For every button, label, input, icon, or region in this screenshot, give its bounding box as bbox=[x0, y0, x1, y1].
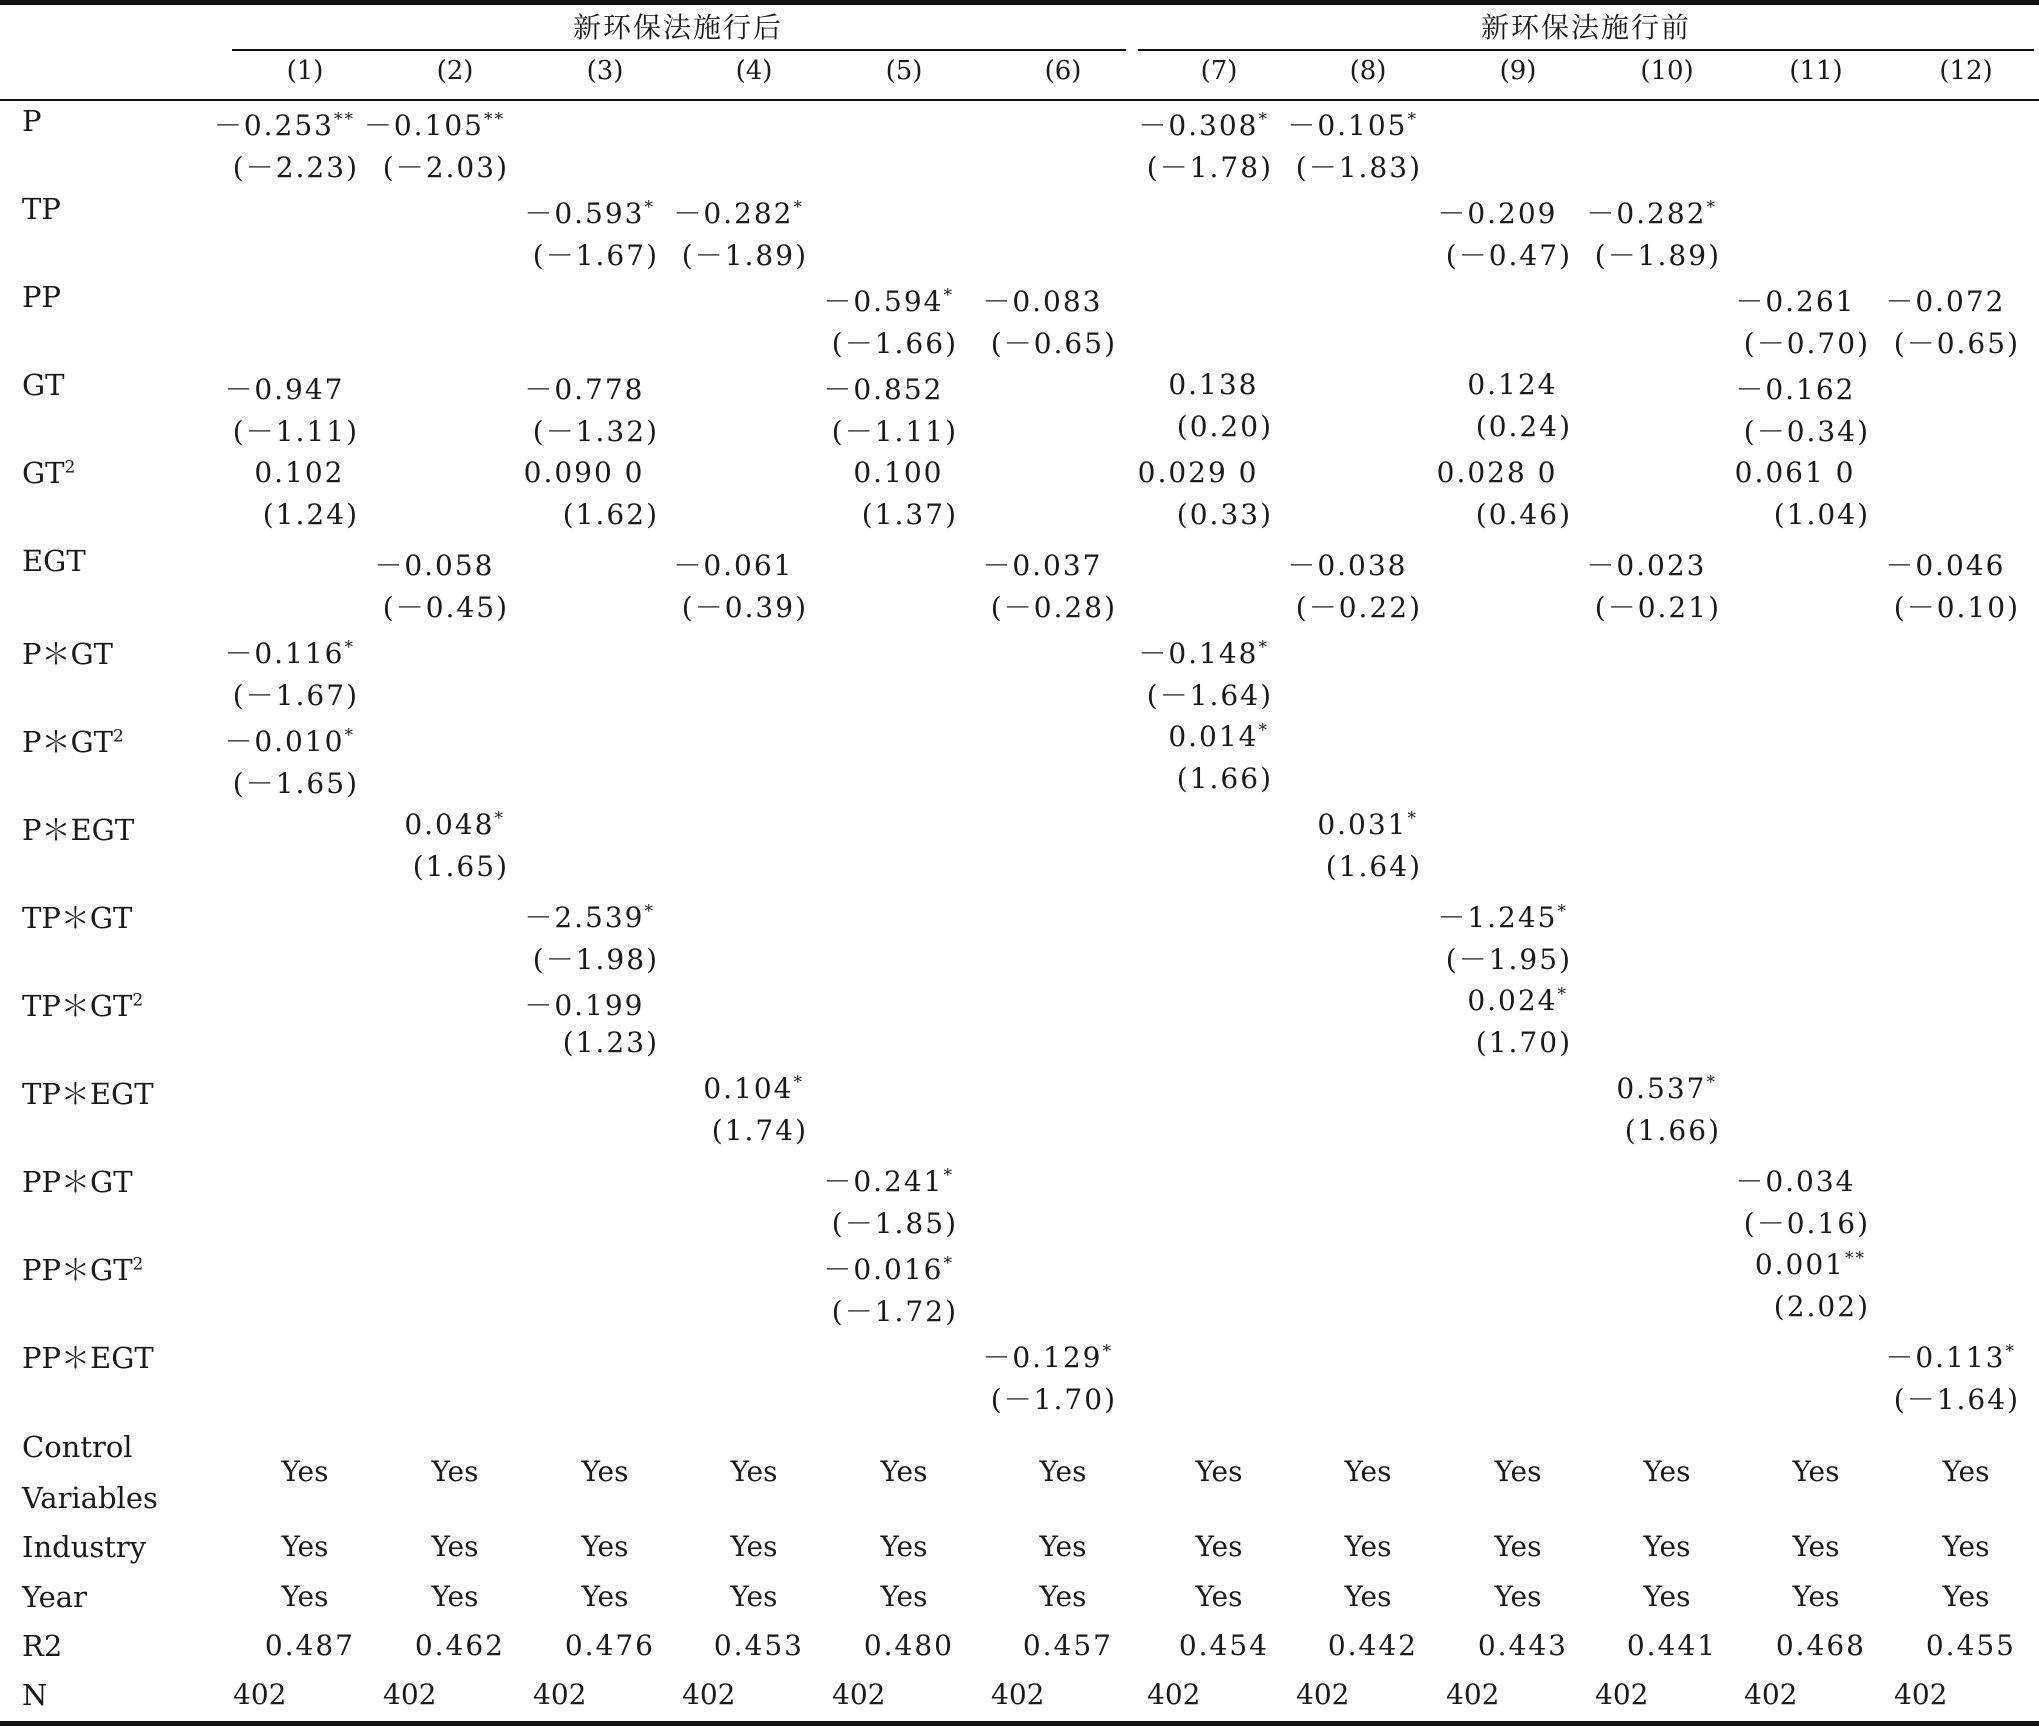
coef-tpgt2-3: －0.199 bbox=[524, 989, 645, 1022]
tstat-pp-6: (－0.65) bbox=[990, 327, 1117, 360]
tstat-tp-4: (－1.89) bbox=[681, 239, 808, 272]
n-value-11: 402 bbox=[1744, 1678, 1798, 1711]
control-yes-4: Yes bbox=[730, 1455, 778, 1488]
coef-pp-11: －0.261 bbox=[1735, 285, 1856, 318]
significance-stars: * bbox=[1258, 109, 1269, 130]
significance-stars: * bbox=[1407, 109, 1418, 130]
control-yes-10: Yes bbox=[1643, 1455, 1691, 1488]
row-label-gt2: $GT^2$ bbox=[22, 456, 76, 490]
control-yes-11: Yes bbox=[1792, 1455, 1840, 1488]
coef-pgt2-7: 0.014* bbox=[1168, 720, 1269, 753]
year-label: Year bbox=[22, 1580, 87, 1614]
control-yes-9: Yes bbox=[1494, 1455, 1542, 1488]
tstat-tpgt2-9: (1.70) bbox=[1475, 1026, 1572, 1059]
coef-gt2-1: 0.102 bbox=[254, 456, 345, 489]
coef-gt-1: －0.947 bbox=[224, 373, 345, 406]
tstat-pp-11: (－0.70) bbox=[1743, 327, 1870, 360]
row-label-pegt: P＊EGT bbox=[22, 813, 135, 847]
industry-yes-1: Yes bbox=[281, 1530, 329, 1563]
control-yes-8: Yes bbox=[1344, 1455, 1392, 1488]
control-yes-3: Yes bbox=[581, 1455, 629, 1488]
significance-stars: * bbox=[1407, 808, 1418, 829]
tstat-gt2-1: (1.24) bbox=[262, 498, 359, 531]
r2-value-9: 0.443 bbox=[1477, 1629, 1568, 1662]
tstat-pegt-2: (1.65) bbox=[412, 850, 509, 883]
tstat-tpegt-10: (1.66) bbox=[1624, 1114, 1721, 1147]
coef-gt2-5: 0.100 bbox=[853, 456, 944, 489]
coef-pp-12: －0.072 bbox=[1885, 285, 2006, 318]
tstat-pp-5: (－1.66) bbox=[831, 327, 958, 360]
significance-stars: * bbox=[793, 1072, 804, 1093]
row-label-ppgt2: $PP*GT^2$ bbox=[22, 1253, 144, 1287]
header-rule bbox=[0, 99, 2039, 101]
coef-gt-9: 0.124 bbox=[1467, 368, 1558, 401]
row-label-tpgt2: $TP*GT^2$ bbox=[22, 989, 144, 1023]
column-header-9: (9) bbox=[1499, 56, 1537, 86]
coef-ppgt-11: －0.034 bbox=[1735, 1165, 1856, 1198]
coef-gt2-3: 0.090 0 bbox=[523, 456, 645, 489]
tstat-tpegt-4: (1.74) bbox=[711, 1114, 808, 1147]
row-label-tpgt: TP＊GT bbox=[22, 901, 133, 935]
significance-stars: ** bbox=[334, 109, 355, 130]
group-title-after: 新环保法施行后 bbox=[572, 11, 783, 44]
group-title-before: 新环保法施行前 bbox=[1480, 11, 1691, 44]
coef-p-7: －0.308* bbox=[1138, 109, 1269, 142]
coef-egt-6: －0.037 bbox=[982, 549, 1103, 582]
n-value-7: 402 bbox=[1147, 1678, 1201, 1711]
coef-ppgt2-11: 0.001** bbox=[1754, 1248, 1866, 1281]
r2-value-6: 0.457 bbox=[1022, 1629, 1113, 1662]
coef-p-8: －0.105* bbox=[1287, 109, 1418, 142]
industry-yes-9: Yes bbox=[1494, 1530, 1542, 1563]
n-value-3: 402 bbox=[533, 1678, 587, 1711]
column-header-3: (3) bbox=[586, 56, 624, 86]
control-yes-6: Yes bbox=[1039, 1455, 1087, 1488]
significance-stars: * bbox=[644, 901, 655, 922]
r2-value-11: 0.468 bbox=[1775, 1629, 1866, 1662]
industry-yes-6: Yes bbox=[1039, 1530, 1087, 1563]
significance-stars: * bbox=[344, 637, 355, 658]
coef-ppegt-12: －0.113* bbox=[1885, 1341, 2016, 1374]
coef-p-1: －0.253** bbox=[213, 109, 355, 142]
row-label-pgt: P＊GT bbox=[22, 637, 114, 671]
coef-pgt-7: －0.148* bbox=[1138, 637, 1269, 670]
coef-tpegt-10: 0.537* bbox=[1616, 1072, 1717, 1105]
significance-stars: * bbox=[1557, 901, 1568, 922]
tstat-egt-10: (－0.21) bbox=[1594, 591, 1721, 624]
tstat-egt-8: (－0.22) bbox=[1295, 591, 1422, 624]
column-header-10: (10) bbox=[1640, 56, 1694, 86]
column-header-1: (1) bbox=[286, 56, 324, 86]
significance-stars: * bbox=[344, 725, 355, 746]
tstat-pgt-1: (－1.67) bbox=[232, 679, 359, 712]
row-label-tpegt: TP＊EGT bbox=[22, 1077, 154, 1111]
coef-tpgt-3: －2.539* bbox=[524, 901, 655, 934]
tstat-ppgt2-11: (2.02) bbox=[1773, 1290, 1870, 1323]
n-value-12: 402 bbox=[1894, 1678, 1948, 1711]
tstat-gt2-11: (1.04) bbox=[1773, 498, 1870, 531]
coef-egt-8: －0.038 bbox=[1287, 549, 1408, 582]
year-yes-10: Yes bbox=[1643, 1580, 1691, 1613]
tstat-egt-12: (－0.10) bbox=[1893, 591, 2020, 624]
significance-stars: * bbox=[644, 197, 655, 218]
tstat-gt-11: (－0.34) bbox=[1743, 415, 1870, 448]
significance-stars: ** bbox=[484, 109, 505, 130]
tstat-gt-1: (－1.11) bbox=[232, 415, 359, 448]
coef-gt2-9: 0.028 0 bbox=[1436, 456, 1558, 489]
tstat-gt-7: (0.20) bbox=[1176, 410, 1273, 443]
coef-ppgt-5: －0.241* bbox=[823, 1165, 954, 1198]
significance-stars: * bbox=[943, 1253, 954, 1274]
tstat-gt-9: (0.24) bbox=[1475, 410, 1572, 443]
significance-stars: ** bbox=[1845, 1248, 1866, 1269]
coef-egt-10: －0.023 bbox=[1586, 549, 1707, 582]
industry-yes-8: Yes bbox=[1344, 1530, 1392, 1563]
coef-pegt-2: 0.048* bbox=[404, 808, 505, 841]
column-header-4: (4) bbox=[735, 56, 773, 86]
row-label-pp: PP bbox=[22, 280, 62, 314]
significance-stars: * bbox=[1102, 1341, 1113, 1362]
r2-value-2: 0.462 bbox=[414, 1629, 505, 1662]
r2-value-3: 0.476 bbox=[564, 1629, 655, 1662]
table-top-rule bbox=[0, 0, 2039, 5]
industry-label: Industry bbox=[22, 1530, 147, 1564]
year-yes-8: Yes bbox=[1344, 1580, 1392, 1613]
significance-stars: * bbox=[943, 1165, 954, 1186]
year-yes-3: Yes bbox=[581, 1580, 629, 1613]
tstat-p-8: (－1.83) bbox=[1295, 151, 1422, 184]
r2-value-1: 0.487 bbox=[264, 1629, 355, 1662]
tstat-gt-5: (－1.11) bbox=[831, 415, 958, 448]
tstat-gt2-9: (0.46) bbox=[1475, 498, 1572, 531]
year-yes-5: Yes bbox=[880, 1580, 928, 1613]
tstat-ppgt-11: (－0.16) bbox=[1743, 1207, 1870, 1240]
row-label-p: P bbox=[22, 104, 42, 138]
coef-gt2-11: 0.061 0 bbox=[1734, 456, 1856, 489]
row-label-ppgt: PP＊GT bbox=[22, 1165, 133, 1199]
industry-yes-3: Yes bbox=[581, 1530, 629, 1563]
tstat-tp-9: (－0.47) bbox=[1445, 239, 1572, 272]
significance-stars: * bbox=[943, 285, 954, 306]
n-value-10: 402 bbox=[1595, 1678, 1649, 1711]
year-yes-12: Yes bbox=[1942, 1580, 1990, 1613]
tstat-egt-2: (－0.45) bbox=[382, 591, 509, 624]
tstat-ppgt-5: (－1.85) bbox=[831, 1207, 958, 1240]
row-label-ppegt: PP＊EGT bbox=[22, 1341, 154, 1375]
coef-gt-11: －0.162 bbox=[1735, 373, 1856, 406]
industry-yes-12: Yes bbox=[1942, 1530, 1990, 1563]
significance-stars: * bbox=[2005, 1341, 2016, 1362]
r2-value-4: 0.453 bbox=[713, 1629, 804, 1662]
n-value-5: 402 bbox=[832, 1678, 886, 1711]
coef-ppegt-6: －0.129* bbox=[982, 1341, 1113, 1374]
tstat-tp-3: (－1.67) bbox=[532, 239, 659, 272]
control-variables-label-line2: Variables bbox=[22, 1481, 158, 1515]
coef-pgt2-1: －0.010* bbox=[224, 725, 355, 758]
coef-egt-12: －0.046 bbox=[1885, 549, 2006, 582]
year-yes-9: Yes bbox=[1494, 1580, 1542, 1613]
tstat-gt2-5: (1.37) bbox=[861, 498, 958, 531]
industry-yes-4: Yes bbox=[730, 1530, 778, 1563]
year-yes-2: Yes bbox=[431, 1580, 479, 1613]
column-header-11: (11) bbox=[1789, 56, 1843, 86]
coef-pp-6: －0.083 bbox=[982, 285, 1103, 318]
coef-gt-7: 0.138 bbox=[1168, 368, 1259, 401]
tstat-pp-12: (－0.65) bbox=[1893, 327, 2020, 360]
coef-pp-5: －0.594* bbox=[823, 285, 954, 318]
column-header-8: (8) bbox=[1349, 56, 1387, 86]
tstat-tpgt2-3: (1.23) bbox=[562, 1026, 659, 1059]
tstat-ppegt-6: (－1.70) bbox=[990, 1383, 1117, 1416]
control-yes-2: Yes bbox=[431, 1455, 479, 1488]
control-yes-1: Yes bbox=[281, 1455, 329, 1488]
industry-yes-11: Yes bbox=[1792, 1530, 1840, 1563]
coef-tp-3: －0.593* bbox=[524, 197, 655, 230]
coef-tp-4: －0.282* bbox=[673, 197, 804, 230]
tstat-tp-10: (－1.89) bbox=[1594, 239, 1721, 272]
tstat-pgt2-7: (1.66) bbox=[1176, 762, 1273, 795]
column-header-7: (7) bbox=[1200, 56, 1238, 86]
n-value-8: 402 bbox=[1296, 1678, 1350, 1711]
coef-egt-4: －0.061 bbox=[673, 549, 794, 582]
industry-yes-5: Yes bbox=[880, 1530, 928, 1563]
year-yes-6: Yes bbox=[1039, 1580, 1087, 1613]
table-bottom-rule bbox=[0, 1721, 2039, 1726]
tstat-gt2-7: (0.33) bbox=[1176, 498, 1273, 531]
r2-value-8: 0.442 bbox=[1327, 1629, 1418, 1662]
tstat-ppgt2-5: (－1.72) bbox=[831, 1295, 958, 1328]
n-value-6: 402 bbox=[991, 1678, 1045, 1711]
r2-value-5: 0.480 bbox=[863, 1629, 954, 1662]
industry-yes-7: Yes bbox=[1195, 1530, 1243, 1563]
n-value-2: 402 bbox=[383, 1678, 437, 1711]
significance-stars: * bbox=[1557, 984, 1568, 1005]
year-yes-4: Yes bbox=[730, 1580, 778, 1613]
tstat-p-2: (－2.03) bbox=[382, 151, 509, 184]
column-header-2: (2) bbox=[436, 56, 474, 86]
group-underline-before bbox=[1138, 49, 2034, 51]
row-label-egt: EGT bbox=[22, 544, 86, 578]
tstat-egt-6: (－0.28) bbox=[990, 591, 1117, 624]
column-header-5: (5) bbox=[885, 56, 923, 86]
tstat-p-1: (－2.23) bbox=[232, 151, 359, 184]
year-yes-11: Yes bbox=[1792, 1580, 1840, 1613]
industry-yes-2: Yes bbox=[431, 1530, 479, 1563]
r2-value-7: 0.454 bbox=[1178, 1629, 1269, 1662]
coef-p-2: －0.105** bbox=[363, 109, 505, 142]
coef-tpgt2-9: 0.024* bbox=[1467, 984, 1568, 1017]
tstat-ppegt-12: (－1.64) bbox=[1893, 1383, 2020, 1416]
r2-value-12: 0.455 bbox=[1925, 1629, 2016, 1662]
coef-tp-9: －0.209 bbox=[1437, 197, 1558, 230]
tstat-pgt2-1: (－1.65) bbox=[232, 767, 359, 800]
control-variables-label-line1: Control bbox=[22, 1430, 133, 1464]
industry-yes-10: Yes bbox=[1643, 1530, 1691, 1563]
control-yes-12: Yes bbox=[1942, 1455, 1990, 1488]
n-value-1: 402 bbox=[233, 1678, 287, 1711]
control-yes-5: Yes bbox=[880, 1455, 928, 1488]
row-label-pgt2: $P*GT^2$ bbox=[22, 725, 124, 759]
year-yes-1: Yes bbox=[281, 1580, 329, 1613]
tstat-pgt-7: (－1.64) bbox=[1146, 679, 1273, 712]
coef-tpegt-4: 0.104* bbox=[703, 1072, 804, 1105]
coef-pgt-1: －0.116* bbox=[224, 637, 355, 670]
coef-gt2-7: 0.029 0 bbox=[1137, 456, 1259, 489]
group-underline-after bbox=[232, 49, 1126, 51]
coef-egt-2: －0.058 bbox=[374, 549, 495, 582]
n-value-9: 402 bbox=[1446, 1678, 1500, 1711]
tstat-egt-4: (－0.39) bbox=[681, 591, 808, 624]
coef-tp-10: －0.282* bbox=[1586, 197, 1717, 230]
significance-stars: * bbox=[1706, 1072, 1717, 1093]
year-yes-7: Yes bbox=[1195, 1580, 1243, 1613]
row-label-tp: TP bbox=[22, 192, 61, 226]
tstat-gt-3: (－1.32) bbox=[532, 415, 659, 448]
r2-value-10: 0.441 bbox=[1626, 1629, 1717, 1662]
coef-ppgt2-5: －0.016* bbox=[823, 1253, 954, 1286]
coef-pegt-8: 0.031* bbox=[1317, 808, 1418, 841]
tstat-tpgt-3: (－1.98) bbox=[532, 943, 659, 976]
tstat-pegt-8: (1.64) bbox=[1325, 850, 1422, 883]
r2-label: R2 bbox=[22, 1629, 63, 1663]
significance-stars: * bbox=[1258, 637, 1269, 658]
n-label: N bbox=[22, 1678, 48, 1712]
tstat-p-7: (－1.78) bbox=[1146, 151, 1273, 184]
coef-tpgt-9: －1.245* bbox=[1437, 901, 1568, 934]
significance-stars: * bbox=[793, 197, 804, 218]
significance-stars: * bbox=[1706, 197, 1717, 218]
significance-stars: * bbox=[494, 808, 505, 829]
column-header-6: (6) bbox=[1044, 56, 1082, 86]
coef-gt-3: －0.778 bbox=[524, 373, 645, 406]
control-yes-7: Yes bbox=[1195, 1455, 1243, 1488]
n-value-4: 402 bbox=[682, 1678, 736, 1711]
row-label-gt: GT bbox=[22, 368, 65, 402]
significance-stars: * bbox=[1258, 720, 1269, 741]
tstat-tpgt-9: (－1.95) bbox=[1445, 943, 1572, 976]
tstat-gt2-3: (1.62) bbox=[562, 498, 659, 531]
column-header-12: (12) bbox=[1939, 56, 1993, 86]
coef-gt-5: －0.852 bbox=[823, 373, 944, 406]
